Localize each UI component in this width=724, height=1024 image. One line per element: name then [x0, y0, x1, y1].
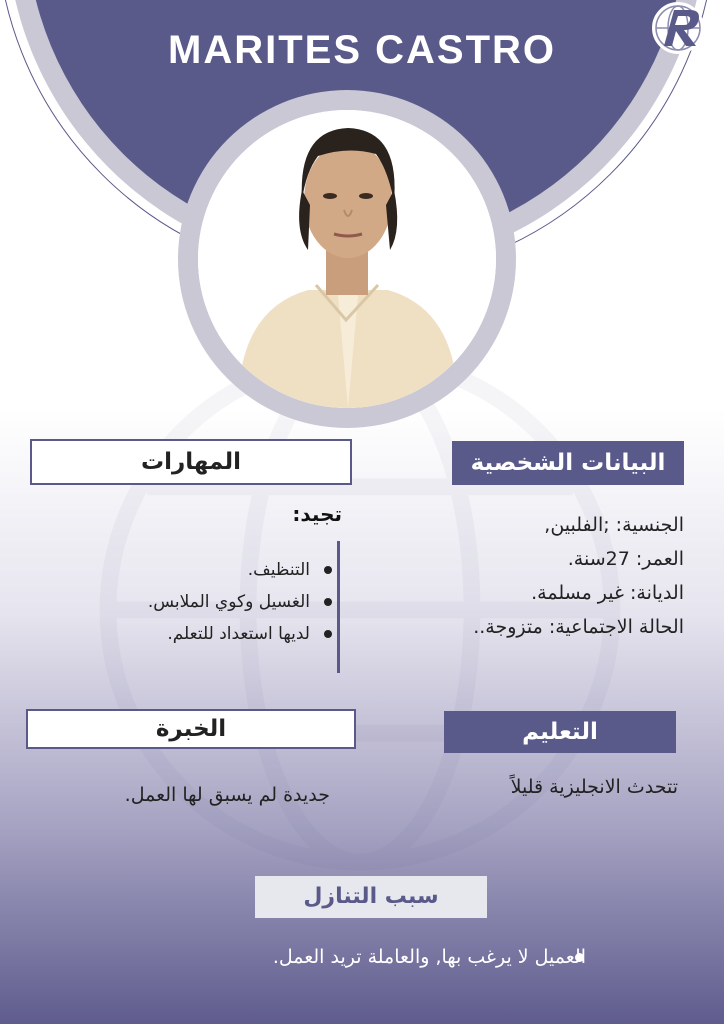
reason-heading: سبب التنازل — [255, 876, 487, 918]
education-heading: التعليم — [444, 711, 676, 753]
experience-heading: الخبرة — [26, 709, 356, 749]
list-item: التنظيف. — [148, 554, 334, 586]
bullet-icon — [324, 630, 332, 638]
marital-status-line: الحالة الاجتماعية: متزوجة.. — [473, 616, 684, 638]
skills-subtitle: تجيد: — [292, 502, 342, 526]
list-item: الغسيل وكوي الملابس. — [148, 586, 334, 618]
reason-text: العميل لا يرغب بها, والعاملة تريد العمل. — [272, 946, 586, 968]
religion-line: الديانة: غير مسلمة. — [531, 582, 684, 604]
skills-list — [148, 554, 334, 650]
skills-divider — [337, 541, 340, 673]
globe-r-logo-icon — [628, 0, 720, 58]
personal-data-heading: البيانات الشخصية — [452, 441, 684, 485]
age-line: العمر: 27سنة. — [567, 548, 684, 570]
nationality-line: الجنسية: ;الفلبين, — [544, 514, 684, 536]
experience-text: جديدة لم يسبق لها العمل. — [124, 784, 330, 806]
skills-heading: المهارات — [30, 439, 352, 485]
education-text: تتحدث الانجليزية قليلاً — [510, 776, 678, 798]
candidate-name: MARITES CASTRO — [168, 28, 556, 72]
bullet-icon — [324, 598, 332, 606]
list-item: لديها استعداد للتعلم. — [148, 618, 334, 650]
profile-photo — [198, 110, 496, 408]
bullet-icon — [324, 566, 332, 574]
